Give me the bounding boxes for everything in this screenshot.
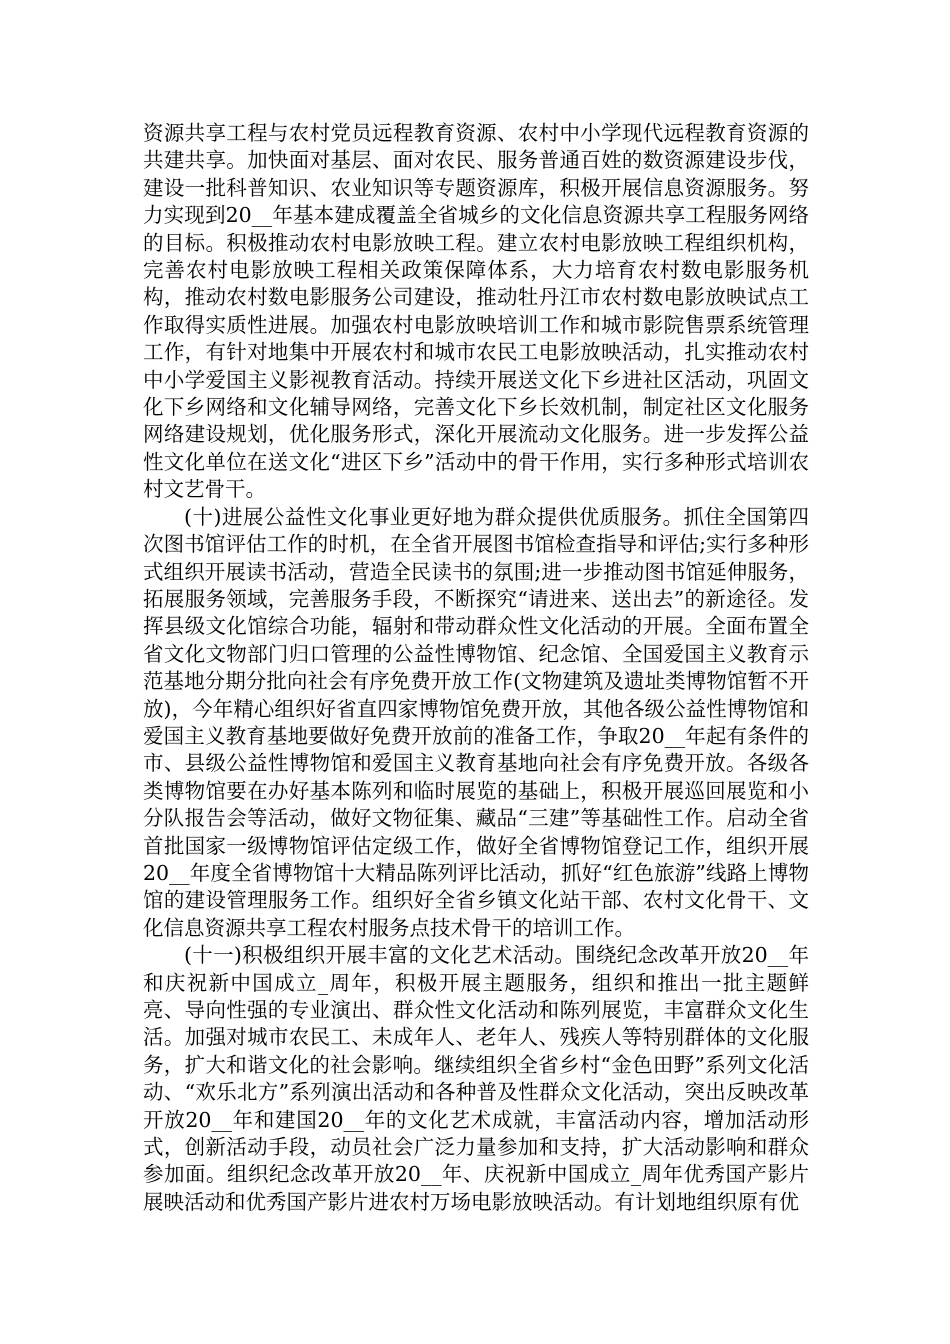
paragraph-public-culture: (十)进展公益性文化事业更好地为群众提供优质服务。抓住全国第四次图书馆评估工作的时机，在全省开展图书馆检查指导和评估;实行多种形式组织开展读书活动，营造全民读书的氛围;进一步推动图书馆延伸服务，拓展服务领域，完善服务手段，不断探究“请进来、送出去”的新途径。发挥县级文化馆综合功能，辐射和带动群众性文化活动的开展。全面布置全省文化文物部门归口管理的公益性博物馆、纪念馆、全国爱国主义教育示范基地分期分批向社会有序免费开放工作(文物建筑及遗址类博物馆暂不开放)，今年精心组织好省直四家博物馆免费开放，其他各级公益性博物馆和爱国主义教育基地要做好免费开放前的准备工作，争取20__年起有条件的市、县级公益性博物馆和爱国主义教育基地向社会有序免费开放。各级各类博物馆要在办好基本陈列和临时展览的基础上，积极开展巡回展览和小分队报告会等活动，做好文物征集、藏品“三建”等基础性工作。启动全省首批国家一级博物馆评估定级工作，做好全省博物馆登记工作，组织开展20__年度全省博物馆十大精品陈列评比活动，抓好“红色旅游”线路上博物馆的建设管理服务工作。组织好全省乡镇文化站干部、农村文化骨干、文化信息资源共享工程农村服务点技术骨干的培训工作。 bbox=[143, 504, 809, 940]
paragraph-continued: 资源共享工程与农村党员远程教育资源、农村中小学现代远程教育资源的共建共享。加快面对基层、面对农民、服务普通百姓的数资源建设步伐，建设一批科普知识、农业知识等专题资源库，积极开展信息资源服务。努力实现到20__年基本建成覆盖全省城乡的文化信息资源共享工程服务网络的目标。积极推动农村电影放映工程。建立农村电影放映工程组织机构，完善农村电影放映工程相关政策保障体系，大力培育农村数电影服务机构，推动农村数电影服务公司建设，推动牡丹江市农村数电影放映试点工作取得实质性进展。加强农村电影放映培训工作和城市影院售票系统管理工作，有针对地集中开展农村和城市农民工电影放映活动，扎实推动农村中小学爱国主义影视教育活动。持续开展送文化下乡进社区活动，巩固文化下乡网络和文化辅导网络，完善文化下乡长效机制，制定社区文化服务网络建设规划，优化服务形式，深化开展流动文化服务。进一步发挥公益性文化单位在送文化“进区下乡”活动中的骨干作用，实行多种形式培训农村文艺骨干。 bbox=[143, 121, 809, 502]
paragraph-art-activities: (十一)积极组织开展丰富的文化艺术活动。围绕纪念改革开放20__年和庆祝新中国成立_周年，积极开展主题服务，组织和推出一批主题鲜亮、导向性强的专业演出、群众性文化活动和陈列展览，丰富群众文化生活。加强对城市农民工、未成年人、老年人、残疾人等特别群体的文化服务，扩大和谐文化的社会影响。继续组织全省乡村“金色田野”系列文化活动、“欢乐北方”系列演出活动和各种普及性群众文化活动，突出反映改革开放20__年和建国20__年的文化艺术成就，丰富活动内容，增加活动形式，创新活动手段，动员社会广泛力量参加和支持，扩大活动影响和群众参加面。组织纪念改革开放20__年、庆祝新中国成立_周年优秀国产影片展映活动和优秀国产影片进农村万场电影放映活动。有计划地组织原有优 bbox=[143, 943, 809, 1214]
document-body bbox=[143, 120, 809, 1216]
